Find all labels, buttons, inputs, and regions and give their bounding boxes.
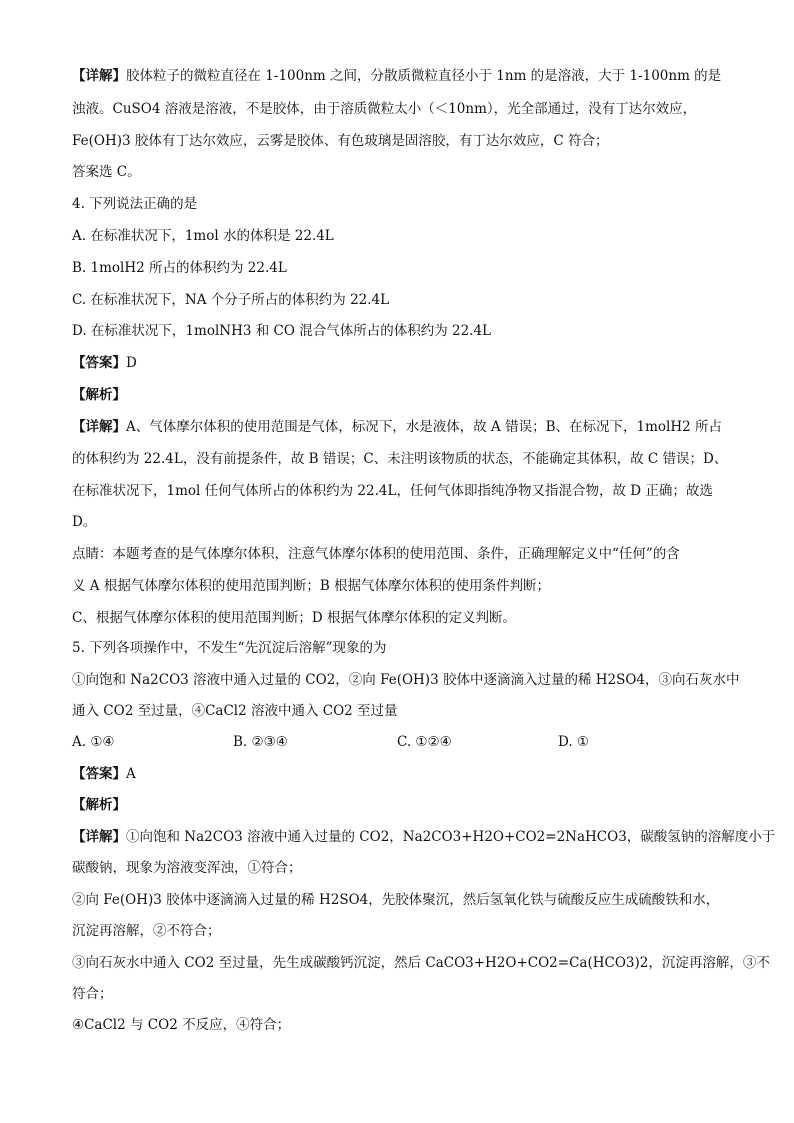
q5-analysis-tag: 【解析】 — [72, 797, 126, 813]
q4-option-b: B. 1molH2 所占的体积约为 22.4L — [72, 260, 287, 276]
q4-explain-line-2: 的体积约为 22.4L，没有前提条件，故 B 错误；C、未注明该物质的状态，不能确定其体积，故 C 错误；D、 — [72, 451, 728, 467]
q5-explain-line-4: 沉淀再溶解，②不符合； — [72, 923, 221, 939]
q5-option-b: B. ②③④ — [233, 734, 288, 750]
q5-answer-value: A — [126, 766, 136, 782]
q5-option-a: A. ①④ — [72, 734, 115, 750]
q4-note-line-2: 义 A 根据气体摩尔体积的使用范围判断；B 根据气体摩尔体积的使用条件判断； — [72, 578, 551, 594]
q5-statement-line-1: ①向饱和 Na2CO3 溶液中通入过量的 CO2，②向 Fe(OH)3 胶体中逐滴滴入过量的稀 H2SO4，③向石灰水中 — [72, 672, 740, 688]
q4-stem: 4. 下列说法正确的是 — [72, 196, 198, 212]
q5-answer — [72, 764, 732, 784]
q5-statement-line-2: 通入 CO2 至过量，④CaCl2 溶液中通入 CO2 至过量 — [72, 703, 398, 719]
q5-stem: 5. 下列各项操作中，不发生“先沉淀后溶解”现象的为 — [72, 640, 387, 656]
q3-explain-line-2: 浊液。CuSO4 溶液是溶液，不是胶体，由于溶质微粒太小（＜10nm），光全部通过，没有丁达尔效应， — [72, 101, 697, 117]
q5-explain-line-3: ②向 Fe(OH)3 胶体中逐滴滴入过量的稀 H2SO4，先胶体聚沉，然后氢氧化铁与硫酸反应生成硫酸铁和水， — [72, 892, 720, 908]
q5-explain-line-1 — [72, 827, 776, 847]
detail-tag: 【详解】 — [72, 829, 126, 845]
q5-explain-line-7: ④CaCl2 与 CO2 不反应，④符合； — [72, 1017, 291, 1033]
q4-answer-value: D — [126, 355, 137, 371]
q4-option-c: C. 在标准状况下，NA 个分子所占的体积约为 22.4L — [72, 292, 390, 308]
q5-explain-text: ①向饱和 Na2CO3 溶液中通入过量的 CO2，Na2CO3+H2O+CO2=2NaHCO3，碳酸氢钠的溶解度小于 — [126, 829, 776, 845]
q4-explain-line-4: D。 — [72, 514, 97, 530]
answer-tag: 【答案】 — [72, 766, 126, 782]
q4-option-a: A. 在标准状况下，1mol 水的体积是 22.4L — [72, 228, 334, 244]
q4-explain-line-1 — [72, 417, 732, 437]
q5-explain-line-2: 碳酸钠，现象为溶液变浑浊，①符合； — [72, 860, 302, 876]
answer-tag: 【答案】 — [72, 355, 126, 371]
q4-explain-text: A、气体摩尔体积的使用范围是气体，标况下，水是液体，故 A 错误；B、在标况下，1molH2 所占 — [126, 419, 722, 435]
q4-analysis-tag: 【解析】 — [72, 387, 126, 403]
q3-explain-line-1 — [72, 66, 732, 86]
q5-option-c: C. ①②④ — [397, 734, 452, 750]
q3-explain-line-3: Fe(OH)3 胶体有丁达尔效应，云雾是胶体、有色玻璃是固溶胶，有丁达尔效应，C 符合； — [72, 133, 609, 149]
q5-option-d: D. ① — [558, 734, 590, 750]
detail-tag: 【详解】 — [72, 68, 126, 84]
q3-explain-text: 胶体粒子的微粒直径在 1-100nm 之间，分散质微粒直径小于 1nm 的是溶液，大于 1-100nm 的是 — [126, 68, 722, 84]
q3-answer-line: 答案选 C。 — [72, 164, 141, 180]
q4-note-line-3: C、根据气体摩尔体积的使用范围判断；D 根据气体摩尔体积的定义判断。 — [72, 610, 516, 626]
q4-answer — [72, 353, 732, 373]
q4-explain-line-3: 在标准状况下，1mol 任何气体所占的体积约为 22.4L，任何气体即指纯净物又指混合物，故 D 正确；故选 — [72, 483, 713, 499]
q4-option-d: D. 在标准状况下，1molNH3 和 CO 混合气体所占的体积约为 22.4L — [72, 323, 492, 339]
q5-explain-line-6: 符合； — [72, 986, 113, 1002]
q5-explain-line-5: ③向石灰水中通入 CO2 至过量，先生成碳酸钙沉淀，然后 CaCO3+H2O+CO2=Ca(HCO3)2，沉淀再溶解，③不 — [72, 955, 770, 971]
q4-note-line-1: 点睛：本题考查的是气体摩尔体积，注意气体摩尔体积的使用范围、条件，正确理解定义中“任何”的含 — [72, 546, 680, 562]
detail-tag: 【详解】 — [72, 419, 126, 435]
